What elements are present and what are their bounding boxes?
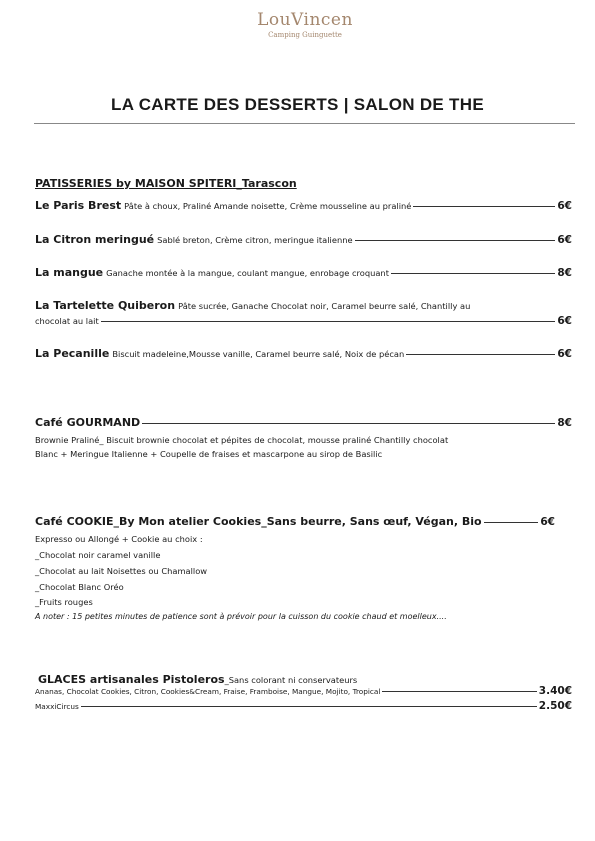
cafe-cookie-line: _Chocolat au lait Noisettes ou Chamallow (35, 566, 208, 576)
cafe-gourmand-price: 8€ (557, 417, 572, 429)
item-desc: Biscuit madeleine,Mousse vanille, Caramel beurre salé, Noix de pécan (112, 349, 405, 359)
item-name: Le Paris Brest (35, 199, 122, 212)
item-price: 8€ (557, 267, 572, 279)
menu-item-pecanille (35, 347, 572, 360)
menu-item-tartelette-quiberon (35, 299, 572, 312)
leader-line (406, 354, 555, 355)
item-desc: Sablé breton, Crème citron, meringue italienne (157, 235, 353, 245)
item-name: La mangue (35, 266, 104, 279)
cafe-cookie-note: A noter : 15 petites minutes de patience sont à prévoir pour la cuisson du cookie chaud et moelleux.... (35, 612, 447, 621)
cafe-cookie-price: 6€ (540, 516, 555, 528)
glaces-price: 2.50€ (538, 700, 572, 712)
cafe-cookie-line: _Chocolat Blanc Oréo (35, 582, 124, 592)
menu-item-mangue (35, 266, 572, 279)
cafe-cookie-line: _Fruits rouges (35, 597, 93, 607)
cafe-gourmand-heading: Café GOURMAND (35, 416, 141, 429)
item-price: 6€ (557, 315, 572, 327)
leader-line (81, 706, 537, 707)
leader-line (101, 321, 556, 322)
page-title: LA CARTE DES DESSERTS | SALON DE THE (111, 95, 484, 114)
glaces-flavours: Ananas, Chocolat Cookies, Citron, Cookies&Cream, Fraise, Framboise, Mangue, Mojito, Tropical (35, 687, 381, 696)
leader-line (142, 423, 555, 424)
item-price: 6€ (557, 200, 572, 212)
leader-line (382, 691, 536, 692)
glaces-heading-sub: _Sans colorant ni conservateurs (224, 675, 358, 685)
leader-line (484, 522, 539, 523)
glaces-price: 3.40€ (538, 685, 572, 697)
menu-item-tartelette-quiberon-cont (35, 315, 572, 327)
cafe-cookie-heading: Café COOKIE_By Mon atelier Cookies_Sans beurre, Sans œuf, Végan, Bio (35, 515, 482, 528)
leader-line (391, 273, 555, 274)
item-price: 6€ (557, 348, 572, 360)
cafe-gourmand-desc-2: Blanc + Meringue Italienne + Coupelle de fraises et mascarpone au sirop de Basilic (35, 449, 383, 459)
glaces-flavours: MaxxiCircus (35, 702, 79, 711)
glaces-heading: GLACES artisanales Pistoleros (38, 673, 225, 686)
cafe-gourmand-desc-1: Brownie Praliné_ Biscuit brownie chocolat et pépites de chocolat, mousse praliné Chantilly chocolat (35, 435, 449, 445)
item-name: La Pecanille (35, 347, 110, 360)
item-name: La Citron meringué (35, 233, 155, 246)
item-name: La Tartelette Quiberon (35, 299, 176, 312)
item-desc: Pâte sucrée, Ganache Chocolat noir, Caramel beurre salé, Chantilly au (178, 301, 471, 311)
cafe-cookie-line: Expresso ou Allongé + Cookie au choix : (35, 534, 203, 544)
patisseries-heading: PATISSERIES by MAISON SPITERI_Tarascon (35, 177, 297, 190)
cafe-cookie-header (35, 515, 555, 528)
title-divider (34, 123, 575, 124)
logo (250, 10, 360, 50)
logo-brand: LouVincen (257, 10, 353, 30)
menu-item-citron-meringue (35, 233, 572, 246)
cafe-cookie-line: _Chocolat noir caramel vanille (35, 550, 161, 560)
menu-item-paris-brest (35, 199, 572, 212)
cafe-gourmand-header (35, 416, 572, 429)
leader-line (413, 206, 555, 207)
leader-line (355, 240, 556, 241)
glaces-item (35, 685, 572, 697)
item-desc-cont: chocolat au lait (35, 316, 99, 326)
item-price: 6€ (557, 234, 572, 246)
item-desc: Ganache montée à la mangue, coulant mangue, enrobage croquant (106, 268, 389, 278)
item-desc: Pâte à choux, Praliné Amande noisette, Crème mousseline au praliné (124, 201, 412, 211)
glaces-item (35, 700, 572, 712)
logo-subtitle: Camping Guinguette (268, 31, 342, 39)
